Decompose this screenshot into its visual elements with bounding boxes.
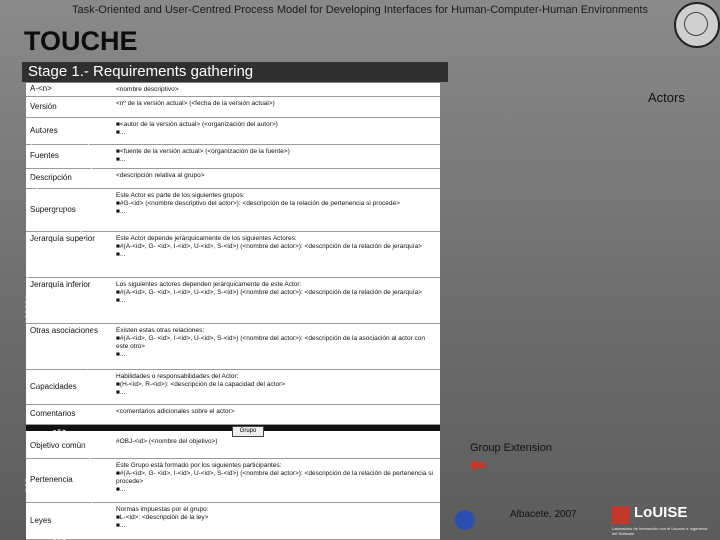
group-row-value-line: ■... xyxy=(116,486,126,493)
actor-row-value-line: ■<autor de la versión actual> (<organización del autor>) xyxy=(116,121,278,128)
actor-row-value xyxy=(116,121,434,137)
actor-row-value-line: ■... xyxy=(116,297,126,304)
actor-row-value-line: <nº de la versión actual> (<fecha de la versión actual>) xyxy=(116,100,275,107)
actor-row-value-line: ■... xyxy=(116,389,126,396)
actor-row-label: Comentarios xyxy=(30,409,76,418)
actor-row xyxy=(26,83,440,97)
actor-row-value xyxy=(116,148,434,164)
actor-row-value-line: ■(H-<id>, R-<id>): <descripción de la capacidad del actor> xyxy=(116,381,286,388)
actor-row-value xyxy=(116,100,434,108)
actor-row xyxy=(26,405,440,425)
actor-row-value-line: Este Actor es parte de los siguientes grupos: xyxy=(116,192,245,199)
actor-row-value-line: ■#(A-<id>, G- <id>, I-<id>, U-<id>, S-<id>) (<nombre del actor>): <descripción de la asociación al actor con este otro> xyxy=(116,335,426,350)
group-row xyxy=(26,459,440,503)
group-row xyxy=(26,435,440,459)
actor-row-value xyxy=(116,86,434,94)
actor-row-value xyxy=(116,192,434,216)
actor-row-label: Jerarquía superior xyxy=(30,234,95,243)
actor-row xyxy=(26,370,440,405)
arrow-icon xyxy=(470,458,486,472)
actor-row-value xyxy=(116,172,434,180)
actor-row-value-line: ■<fuente de la versión actual> (<organización de la fuente>) xyxy=(116,148,290,155)
actor-row-value xyxy=(116,235,434,259)
place-date: Albacete, 2007 xyxy=(510,509,577,520)
group-row-value-line: ■L-<id>: <descripción de la ley> xyxy=(116,514,209,521)
actor-row-label: Fuentes xyxy=(30,151,59,160)
actor-row xyxy=(26,169,440,189)
actor-row xyxy=(26,324,440,370)
actor-row xyxy=(26,118,440,145)
group-row-label: Pertenencia xyxy=(30,475,73,484)
group-extension-label: Group Extension xyxy=(470,442,552,454)
actor-row-value-line: ■... xyxy=(116,129,126,136)
actor-row-label: Jerarquía inferior xyxy=(30,280,91,289)
actor-row-value xyxy=(116,373,434,397)
actor-row-value-line: ■#(A-<id>, G- <id>, I-<id>, U-<id>, S-<id>) (<nombre del actor>): <descripción de la relación de jerarquía> xyxy=(116,243,422,250)
louise-mark-icon xyxy=(612,506,630,524)
actor-row-value-line: ■... xyxy=(116,251,126,258)
actor-row xyxy=(26,189,440,232)
group-row-value xyxy=(116,506,434,530)
actor-row-value-line: Habilidades o responsabilidades del Actor: xyxy=(116,373,239,380)
actor-row-value xyxy=(116,408,434,416)
group-row-label: Objetivo común xyxy=(30,441,86,450)
actor-row-value-line: <comentarios adicionales sobre el actor> xyxy=(116,408,235,415)
stage-heading: Stage 1.- Requirements gathering xyxy=(22,62,448,82)
actor-row-value-line: Este Actor depende jerárquicamente de los siguientes Actores: xyxy=(116,235,297,242)
brand-title: TOUCHE xyxy=(24,26,138,56)
group-row-label: Leyes xyxy=(30,515,52,525)
actor-row-value-line: ■#G-<id> (<nombre descriptivo del actor>): <descripción de la relación de pertenencia si procede> xyxy=(116,200,400,207)
actor-row-label: Supergrupos xyxy=(30,204,76,214)
actor-row-value-line: <nombre descriptivo> xyxy=(116,86,179,93)
university-seal-icon xyxy=(674,2,720,48)
actor-row-value-line: <descripción relativa al grupo> xyxy=(116,172,205,179)
actors-label: Actors xyxy=(648,90,685,105)
actor-row xyxy=(26,232,440,278)
group-tag: Grupo xyxy=(232,426,264,437)
actor-row-label: Versión xyxy=(30,101,57,111)
actor-row-value-line: ■#(A-<id>, G- <id>, I-<id>, U-<id>, S-<id>) (<nombre del actor>): <descripción de la relación de jerarquía> xyxy=(116,289,422,296)
actor-row-value-line: Los siguientes actores dependen jerárquicamente de este Actor: xyxy=(116,281,302,288)
actor-template-table xyxy=(26,83,440,540)
group-row xyxy=(26,503,440,540)
actor-row-value-line: ■... xyxy=(116,351,126,358)
actor-row-value-line: Existen estas otras relaciones: xyxy=(116,327,205,334)
dsi-logo xyxy=(455,510,475,530)
louise-logo xyxy=(612,502,712,534)
louise-logo-subtitle: Laboratorio de Interacción con el Usuario e Ingeniería del Software xyxy=(612,526,708,536)
actor-row-label: Otras asociaciones xyxy=(30,326,99,335)
group-row-value-line: Normas impuestas por el grupo: xyxy=(116,506,209,513)
actor-row-label: A-<n> xyxy=(30,84,52,93)
actor-row-label: Autores xyxy=(30,125,58,135)
actor-row-value-line: ■... xyxy=(116,208,126,215)
slide-title: Task-Oriented and User-Centred Process Model for Developing Interfaces for Human-Computer-Human Environments xyxy=(72,4,648,16)
actor-row-label: Capacidades xyxy=(30,381,77,391)
actor-row-value xyxy=(116,281,434,305)
group-row-value xyxy=(116,438,434,446)
actor-row xyxy=(26,145,440,169)
group-row-value-line: ■... xyxy=(116,522,126,529)
actor-row-value xyxy=(116,327,434,359)
actor-row xyxy=(26,97,440,118)
group-row-value-line: #OBJ-<id> (<nombre del objetivo>) xyxy=(116,438,218,445)
actor-row-label: Descripción xyxy=(30,173,72,182)
group-row-value xyxy=(116,462,434,494)
actor-row-value-line: ■... xyxy=(116,156,126,163)
actor-row xyxy=(26,278,440,324)
louise-logo-text: LoUISE xyxy=(634,504,688,521)
group-row-value-line: ■#(A-<id>, G- <id>, I-<id>, U-<id>, S-<id>) (<nombre del actor>): <descripción de la relación de pertenencia si procede> xyxy=(116,470,433,485)
group-row-value-line: Este Grupo está formado por los siguientes participantes: xyxy=(116,462,282,469)
